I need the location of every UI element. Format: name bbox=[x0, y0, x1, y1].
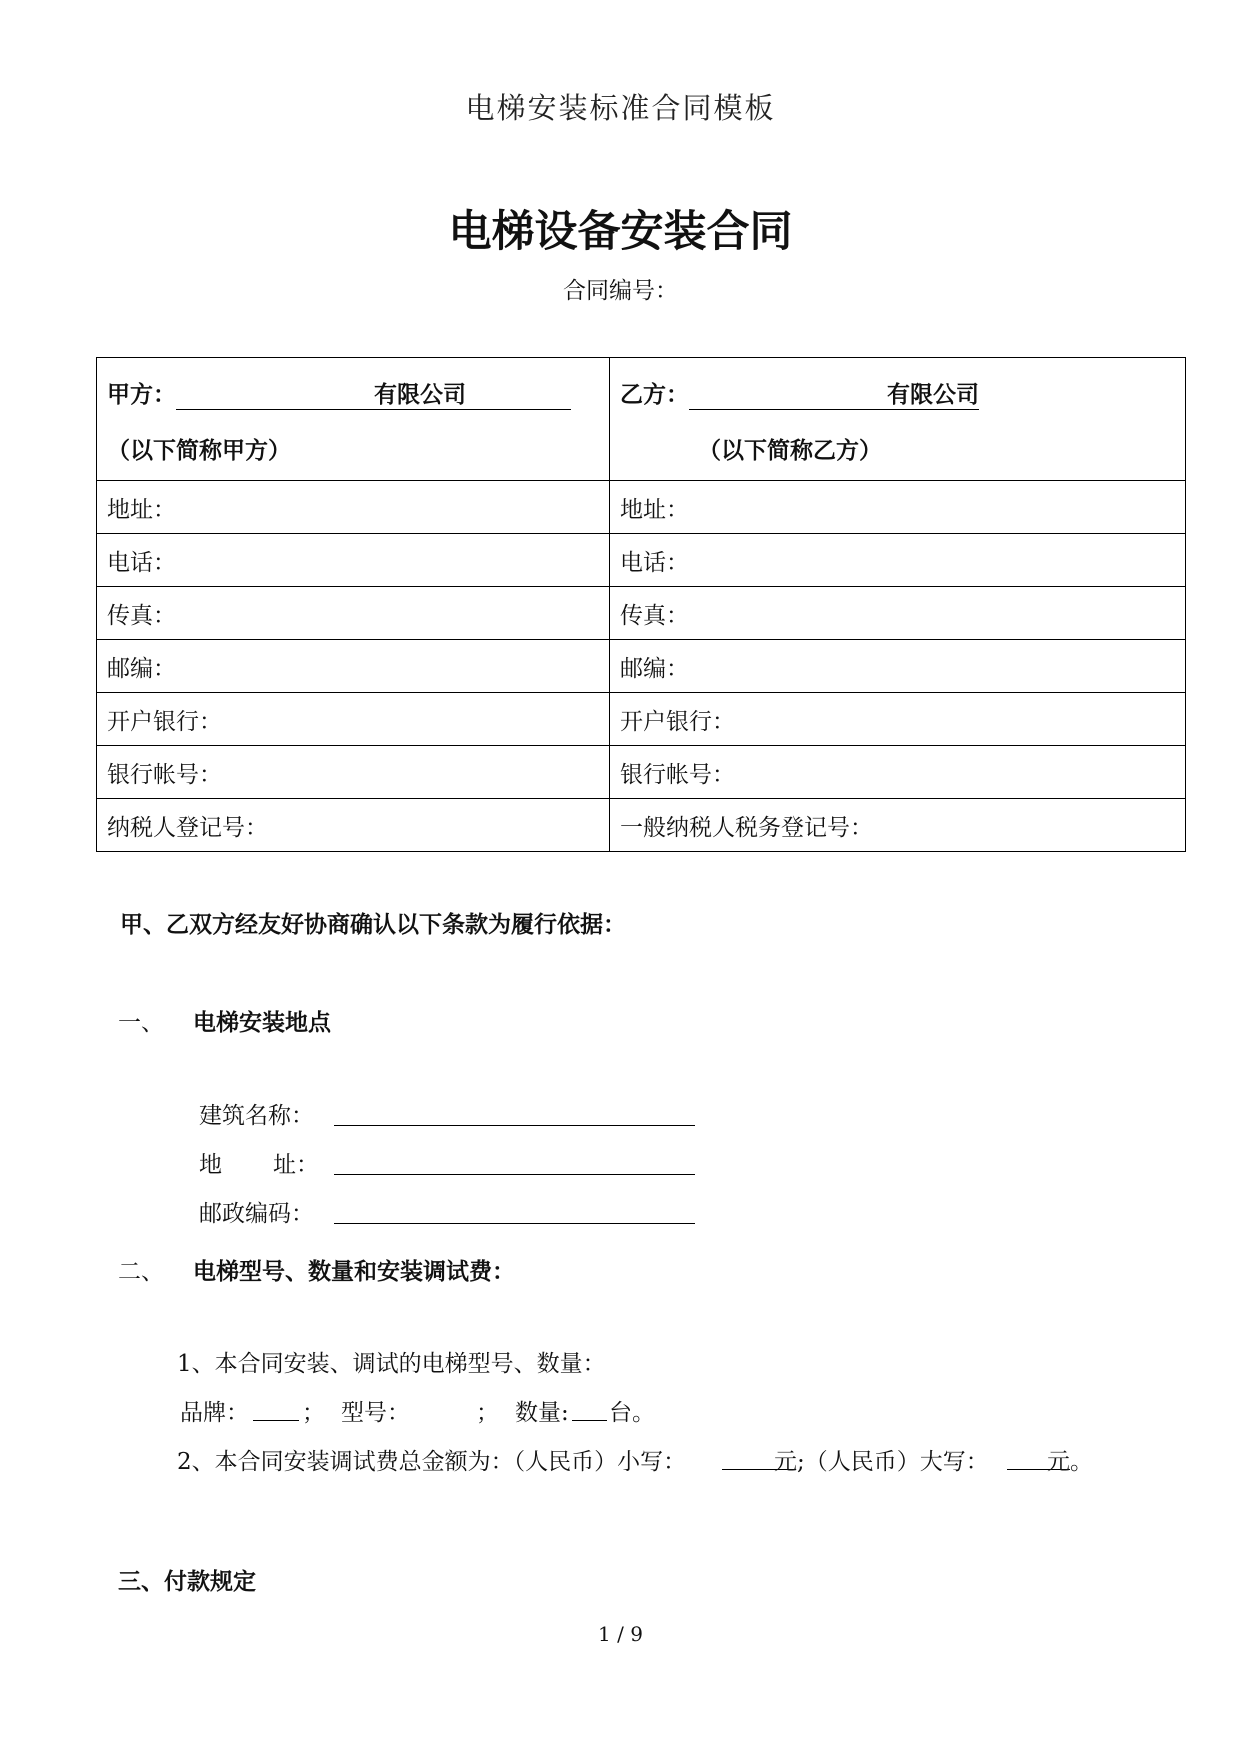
brand-field[interactable] bbox=[253, 1420, 299, 1421]
building-name-label: 建筑名称： bbox=[199, 1103, 314, 1129]
party-a-tax-id[interactable]: 纳税人登记号： bbox=[97, 799, 610, 852]
table-row bbox=[97, 693, 1186, 746]
preamble: 甲、乙双方经友好协商确认以下条款为履行依据： bbox=[120, 912, 626, 938]
site-postcode-label: 邮政编码： bbox=[199, 1201, 314, 1227]
site-address-field[interactable] bbox=[334, 1174, 695, 1175]
party-b-fax[interactable]: 传真： bbox=[610, 587, 1186, 640]
party-a-name-field[interactable] bbox=[176, 376, 571, 410]
table-row bbox=[97, 799, 1186, 852]
party-b-postcode[interactable]: 邮编： bbox=[610, 640, 1186, 693]
amount-uppercase-unit: 元 bbox=[1047, 1449, 1070, 1475]
brand-label: 品牌： bbox=[180, 1400, 249, 1426]
party-header-row bbox=[97, 358, 1186, 481]
party-b-company-suffix: 有限公司 bbox=[887, 382, 979, 408]
party-a-phone[interactable]: 电话： bbox=[97, 534, 610, 587]
party-a-fax[interactable]: 传真： bbox=[97, 587, 610, 640]
table-row bbox=[97, 481, 1186, 534]
party-a-company-suffix: 有限公司 bbox=[374, 382, 466, 408]
table-row bbox=[97, 534, 1186, 587]
section-1-number: 一、 bbox=[118, 1010, 164, 1036]
parties-table bbox=[96, 357, 1186, 852]
table-row bbox=[97, 587, 1186, 640]
party-b-name-field[interactable] bbox=[689, 376, 979, 410]
party-a-account[interactable]: 银行帐号： bbox=[97, 746, 610, 799]
quantity-field[interactable] bbox=[572, 1420, 607, 1421]
contract-number-label: 合同编号： bbox=[563, 278, 678, 304]
table-row bbox=[97, 640, 1186, 693]
party-b-label: 乙方： bbox=[620, 382, 689, 408]
section-3-title: 三、付款规定 bbox=[118, 1569, 256, 1595]
section-1-title: 电梯安装地点 bbox=[193, 1010, 331, 1036]
party-b-phone[interactable]: 电话： bbox=[610, 534, 1186, 587]
party-a-alias: （以下简称甲方） bbox=[107, 438, 291, 464]
table-row bbox=[97, 746, 1186, 799]
party-b-tax-id[interactable]: 一般纳税人税务登记号： bbox=[610, 799, 1186, 852]
party-a-label: 甲方： bbox=[107, 382, 176, 408]
section-2-title: 电梯型号、数量和安装调试费： bbox=[193, 1259, 515, 1285]
party-b-cell bbox=[610, 358, 1186, 481]
party-b-alias: （以下简称乙方） bbox=[698, 438, 882, 464]
model-label: 型号： bbox=[341, 1400, 410, 1426]
party-b-bank[interactable]: 开户银行： bbox=[610, 693, 1186, 746]
party-a-bank[interactable]: 开户银行： bbox=[97, 693, 610, 746]
quantity-label: 数量: bbox=[515, 1400, 569, 1426]
page-number: 1 / 9 bbox=[598, 1622, 643, 1646]
brand-separator: ； bbox=[302, 1400, 325, 1426]
section-2-item-1: 1、本合同安装、调试的电梯型号、数量： bbox=[177, 1351, 606, 1377]
site-address-label-a: 地 bbox=[199, 1152, 222, 1178]
building-name-field[interactable] bbox=[334, 1125, 695, 1126]
quantity-unit: 台。 bbox=[609, 1400, 655, 1426]
model-separator: ； bbox=[476, 1400, 499, 1426]
party-a-cell bbox=[97, 358, 610, 481]
site-postcode-field[interactable] bbox=[334, 1223, 695, 1224]
section-2-item-2-mid: ;（人民币）大写： bbox=[797, 1449, 989, 1475]
section-2-number: 二、 bbox=[118, 1259, 164, 1285]
document-title: 电梯设备安装合同 bbox=[448, 207, 793, 257]
party-a-postcode[interactable]: 邮编： bbox=[97, 640, 610, 693]
site-address-label-b: 址： bbox=[273, 1152, 319, 1178]
amount-lowercase-unit: 元 bbox=[774, 1449, 797, 1475]
party-a-address[interactable]: 地址： bbox=[97, 481, 610, 534]
party-b-address[interactable]: 地址： bbox=[610, 481, 1186, 534]
running-header: 电梯安装标准合同模板 bbox=[465, 91, 776, 125]
section-2-item-2-prefix: 2、本合同安装调试费总金额为：（人民币）小写： bbox=[177, 1449, 687, 1475]
party-b-account[interactable]: 银行帐号： bbox=[610, 746, 1186, 799]
section-2-item-2-end: 。 bbox=[1070, 1449, 1093, 1475]
